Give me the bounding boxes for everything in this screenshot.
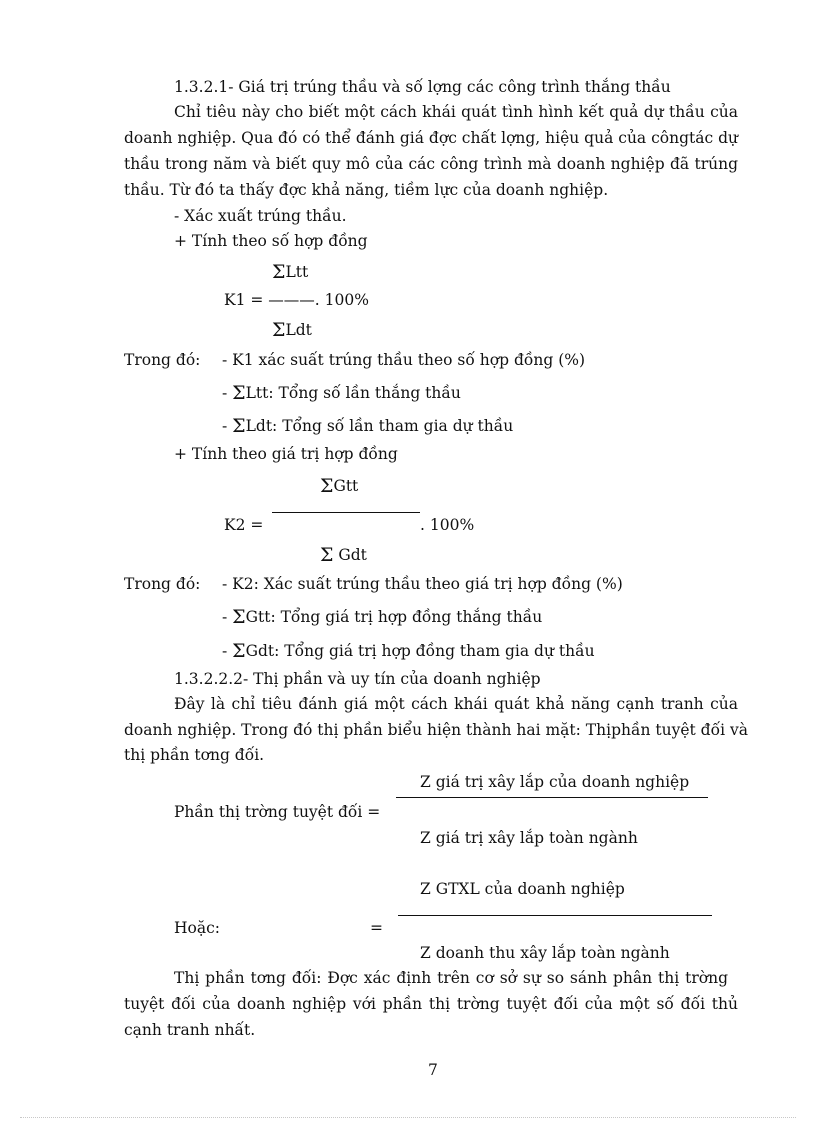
k2-fraction-bar [272, 512, 420, 513]
k2-denominator: Σ Gdt [320, 544, 367, 566]
paragraph-line: thị phần tơng đối. [124, 746, 265, 764]
sigma-symbol: Σ [232, 382, 246, 404]
sigma-symbol: Σ [320, 544, 334, 566]
bullet-win-probability: - Xác xuất trúng thầu. [174, 207, 347, 225]
paragraph-line: Đây là chỉ tiêu đánh giá một cách khái quát khả năng cạnh tranh của [174, 695, 738, 713]
sigma-symbol: Σ [232, 606, 246, 628]
gtt-description: - ΣGtt: Tổng giá trị hợp đồng thắng thầu [222, 606, 543, 628]
alt-equals: = [370, 919, 383, 937]
fraction-dash: ——— [268, 291, 315, 309]
paragraph-line: thầu. Từ đó ta thấy đợc khả năng, tiềm lực của doanh nghiệp. [124, 181, 609, 199]
paragraph-line: Chỉ tiêu này cho biết một cách khái quát tình hình kết quả dự thầu của [174, 103, 738, 121]
k1-numerator: ΣLtt [272, 261, 309, 283]
label-trong-do: Trong đó: [124, 351, 201, 369]
sigma-symbol: Σ [232, 415, 246, 437]
label-trong-do: Trong đó: [124, 575, 201, 593]
paragraph-line: doanh nghiệp. Qua đó có thể đánh giá đợc chất lợng, hiệu quả của côngtác dự [124, 129, 738, 147]
abs-share-numerator: Z giá trị xây lắp của doanh nghiệp [420, 773, 690, 791]
ldt-description: - ΣLdt: Tổng số lần tham gia dự thầu [222, 415, 514, 437]
paragraph-line: doanh nghiệp. Trong đó thị phần biểu hiện thành hai mặt: Thịphần tuyệt đối và [124, 721, 748, 739]
k1-denominator: ΣLdt [272, 319, 312, 341]
k1-lhs: K1 = [224, 291, 264, 309]
bullet-by-contract-count: + Tính theo số hợp đồng [174, 232, 368, 250]
paragraph-line: thầu trong năm và biết quy mô của các công trình mà doanh nghiệp đã trúng [124, 155, 738, 173]
paragraph-line: Thị phần tơng đối: Đợc xác định trên cơ sở sự so sánh phân thị trờng [174, 969, 728, 987]
abs-share-fraction-bar [396, 797, 708, 798]
sigma-symbol: Σ [272, 261, 286, 283]
paragraph-line: tuyệt đối của doanh nghiệp với phần thị trờng tuyệt đối của một số đối thủ [124, 995, 738, 1013]
alt-numerator: Z GTXL của doanh nghiệp [420, 880, 625, 898]
k2-description: - K2: Xác suất trúng thầu theo giá trị hợp đồng (%) [222, 575, 623, 593]
ltt-description: - ΣLtt: Tổng số lần thắng thầu [222, 382, 461, 404]
k2-rhs: . 100% [420, 516, 475, 534]
k1-rhs: . 100% [314, 291, 369, 309]
sigma-symbol: Σ [272, 319, 286, 341]
alt-fraction-bar [398, 915, 712, 916]
bullet-by-contract-value: + Tính theo giá trị hợp đồng [174, 445, 398, 463]
gdt-description: - ΣGdt: Tổng giá trị hợp đồng tham gia dự thầu [222, 640, 595, 662]
page-bottom-dotted-rule [20, 1117, 796, 1118]
abs-share-label: Phần thị trờng tuyệt đối = [174, 803, 381, 821]
k1-description: - K1 xác suất trúng thầu theo số hợp đồng (%) [222, 351, 586, 369]
alt-label: Hoặc: [174, 919, 220, 937]
k2-lhs: K2 = [224, 516, 264, 534]
sigma-symbol: Σ [320, 475, 334, 497]
abs-share-denominator: Z giá trị xây lắp toàn ngành [420, 829, 638, 847]
sigma-symbol: Σ [232, 640, 246, 662]
paragraph-line: cạnh tranh nhất. [124, 1021, 256, 1039]
page-number: 7 [428, 1061, 438, 1079]
k2-numerator: ΣGtt [320, 475, 359, 497]
section-heading-1-3-2-1: 1.3.2.1- Giá trị trúng thầu và số lợng các công trình thắng thầu [174, 78, 671, 96]
section-heading-1-3-2-2-2: 1.3.2.2.2- Thị phần và uy tín của doanh nghiệp [174, 670, 541, 688]
k2-equation [224, 516, 263, 534]
alt-denominator: Z doanh thu xây lắp toàn ngành [420, 944, 670, 962]
k1-equation [224, 291, 369, 309]
